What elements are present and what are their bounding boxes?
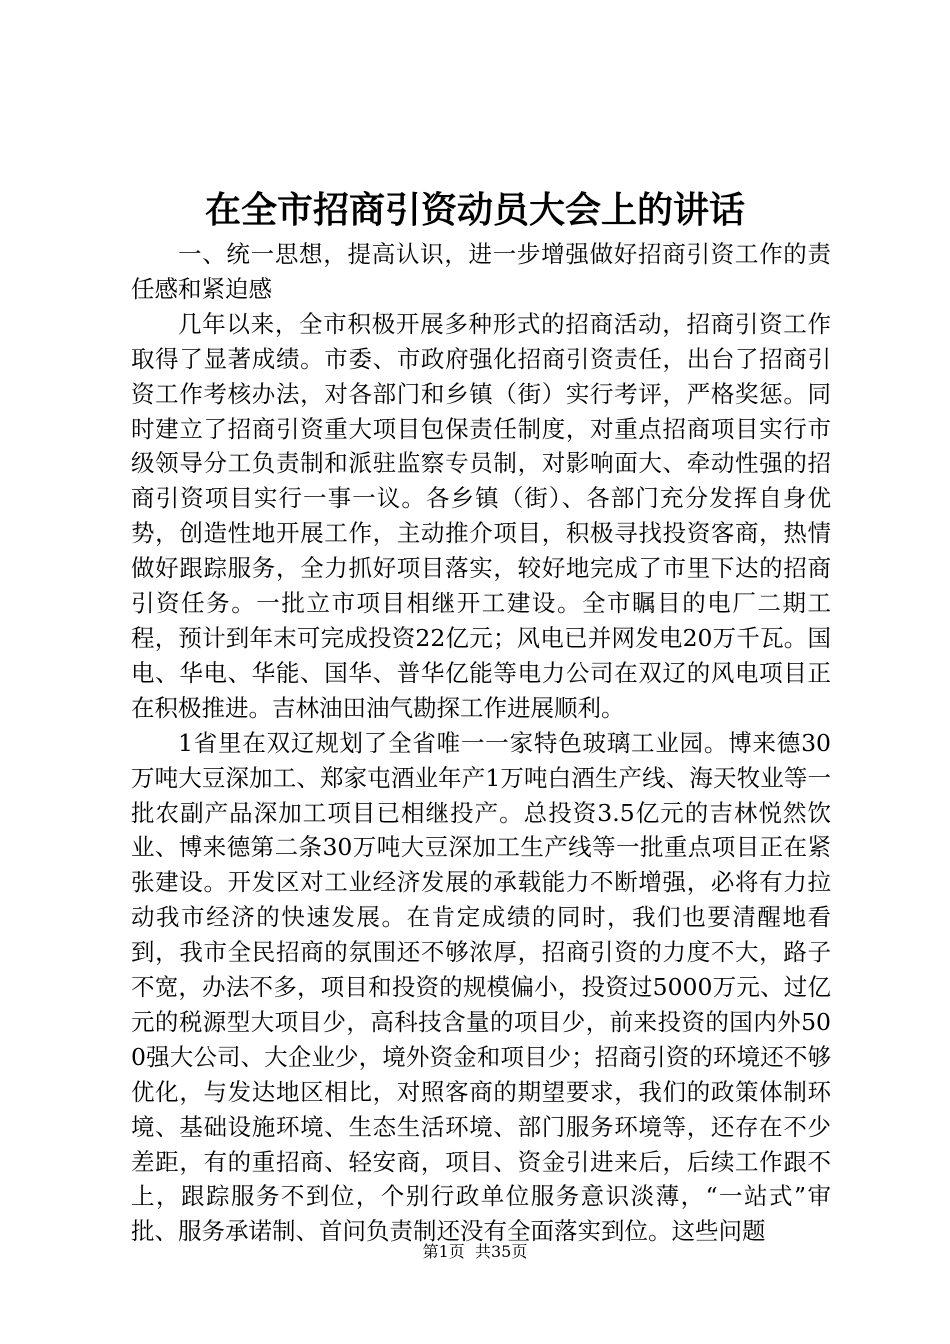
page-total: 共35页 <box>474 1242 528 1261</box>
page-number: 第1页 <box>422 1242 465 1261</box>
body-paragraph: 几年以来，全市积极开展多种形式的招商活动，招商引资工作取得了显著成绩。市委、市政府强化招商引资责任，出台了招商引资工作考核办法，对各部门和乡镇（街）实行考评，严格奖惩。同时建立了招商引资重大项目包保责任制度，对重点招商项目实行市级领导分工负责制和派驻监察专员制，对影响面大、牵动性强的招商引资项目实行一事一议。各乡镇（街）、各部门充分发挥自身优势，创造性地开展工作，主动推介项目，积极寻找投资客商，热情做好跟踪服务，全力抓好项目落实，较好地完成了市里下达的招商引资任务。一批立市项目相继开工建设。全市瞩目的电厂二期工程，预计到年末可完成投资22亿元；风电已并网发电20万千瓦。国电、华电、华能、国华、普华亿能等电力公司在双辽的风电项目正在积极推进。吉林油田油气勘探工作进展顺利。 <box>131 309 831 722</box>
body-paragraph: 1省里在双辽规划了全省唯一一家特色玻璃工业园。博来德30万吨大豆深加工、郑家屯酒业年产1万吨白酒生产线、海天牧业等一批农副产品深加工项目已相继投产。总投资3.5亿元的吉林悦然饮业、博来德第二条30万吨大豆深加工生产线等一批重点项目正在紧张建设。开发区对工业经济发展的承载能力不断增强，必将有力拉动我市经济的快速发展。在肯定成绩的同时，我们也要清醒地看到，我市全民招商的氛围还不够浓厚，招商引资的力度不大，路子不宽，办法不多，项目和投资的规模偏小，投资过5000万元、过亿元的税源型大项目少，高科技含量的项目少，前来投资的国内外500强大公司、大企业少，境外资金和项目少；招商引资的环境还不够优化，与发达地区相比，对照客商的期望要求，我们的政策体制环境、基础设施环境、生态生活环境、部门服务环境等，还存在不少差距，有的重招商、轻安商，项目、资金引进来后，后续工作跟不上，跟踪服务不到位，个别行政单位服务意识淡薄，“一站式”审批、服务承诺制、首问负责制还没有全面落实到位。这些问题 <box>131 728 831 1246</box>
document-body <box>131 237 831 1249</box>
page-footer <box>0 1242 950 1262</box>
document-title: 在全市招商引资动员大会上的讲话 <box>204 189 745 231</box>
section-heading: 一、统一思想，提高认识，进一步增强做好招商引资工作的责任感和紧迫感 <box>131 240 831 303</box>
